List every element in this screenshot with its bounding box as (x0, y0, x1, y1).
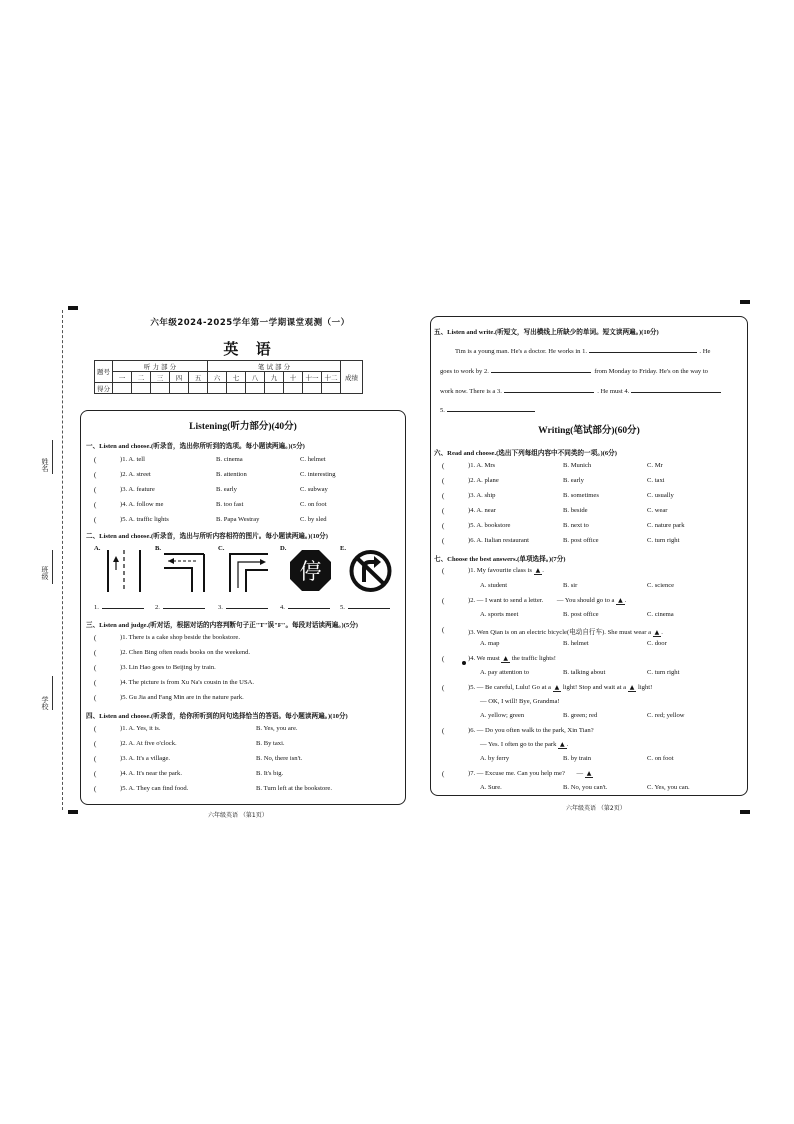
qnum-cell: 七 (227, 372, 246, 383)
no-right-turn-picture (348, 548, 393, 594)
response-option-b: B. By taxi. (256, 740, 285, 747)
score-box[interactable] (151, 383, 170, 394)
option-c: C. Yes, you can. (647, 784, 690, 791)
section-4-heading: 四、Listen and choose.(听录音，给你所听到的问句选择恰当的答语。每小题读两遍。)(10分) (86, 713, 348, 720)
answer-paren[interactable]: ( (94, 501, 97, 509)
question-text: — Yes. I often go to the park (480, 741, 557, 748)
question-option-b: B. cinema (216, 456, 243, 463)
judge-statement: )3. Lin Hao goes to Beijing by train. (120, 664, 216, 671)
registration-mark (68, 306, 78, 310)
answer-blank[interactable] (102, 602, 144, 609)
registration-mark (740, 300, 750, 304)
registration-mark (740, 810, 750, 814)
question-7-6-answer: — Yes. I often go to the park ▲ . (480, 741, 569, 748)
score-table (94, 360, 363, 394)
question-option-c: C. by sled (300, 516, 327, 523)
triangle-blank[interactable]: ▲ (586, 770, 592, 777)
sec5-line-2 (440, 366, 708, 375)
answer-paren[interactable]: ( (442, 567, 445, 575)
writing-header: 笔 试 部 分 (208, 361, 341, 372)
score-box[interactable] (170, 383, 189, 394)
tihao-cell: 题号 (95, 361, 113, 383)
category-option-c: C. Mr (647, 462, 663, 469)
picture-answer-line (94, 602, 144, 611)
answer-paren[interactable]: ( (442, 492, 445, 500)
stop-sign-text: 停 (299, 560, 322, 585)
question-7-3: )3. Wen Qian is on an electric bicycle(电动自行车). She must wear a ▲ . (468, 629, 663, 636)
question-option-b: B. attention (216, 471, 247, 478)
answer-paren[interactable]: ( (94, 770, 97, 778)
answer-paren[interactable]: ( (442, 770, 445, 778)
answer-paren[interactable]: ( (94, 634, 97, 642)
sec5-line-1 (455, 346, 710, 355)
picture-answer-line (155, 602, 205, 611)
option-a: A. yellow; green (480, 712, 525, 719)
score-box[interactable] (113, 383, 132, 394)
answer-paren[interactable]: ( (94, 679, 97, 687)
turn-right-road-picture (226, 548, 271, 594)
exam-title: 六年级2024-2025学年第一学期课堂观测（一） (150, 318, 350, 328)
writing-title: Writing(笔试部分)(60分) (538, 426, 640, 436)
answer-paren[interactable]: ( (94, 486, 97, 494)
question-option-a: )4. A. follow me (120, 501, 164, 508)
score-box[interactable] (227, 383, 246, 394)
category-option-c: C. taxi (647, 477, 665, 484)
sec5-text: 5. (440, 407, 445, 414)
class-line (52, 550, 53, 584)
answer-paren[interactable]: ( (94, 740, 97, 748)
answer-blank[interactable] (163, 602, 205, 609)
section-6-heading: 六、Read and choose.(选出下列每组内容中不同类的一项。)(6分) (434, 450, 617, 457)
sec5-text: . He must 4. (597, 388, 630, 395)
category-option-c: C. wear (647, 507, 668, 514)
judge-statement: )2. Chen Bing often reads books on the weekend. (120, 649, 251, 656)
page-1-footer: 六年级英语 （第1页） (208, 812, 268, 819)
registration-mark (68, 810, 78, 814)
answer-paren[interactable]: ( (442, 655, 445, 663)
name-label: 姓名 (41, 458, 49, 472)
listening-title: Listening(听力部分)(40分) (189, 422, 297, 432)
qnum-cell: 二 (132, 372, 151, 383)
subject-title: 英 语 (223, 340, 277, 358)
triangle-blank[interactable]: ▲ (535, 567, 541, 574)
question-7-4 (468, 655, 556, 662)
answer-blank-2[interactable] (491, 366, 591, 373)
response-option-a: )1. A. Yes, it is. (120, 725, 161, 732)
question-text: )5. — Be careful, Lulu! Go at a (468, 684, 551, 691)
picture-answer-line (340, 602, 390, 611)
answer-blank-4[interactable] (631, 386, 721, 393)
picture-answer-line (280, 602, 330, 611)
option-a: A. by ferry (480, 755, 510, 762)
answer-paren[interactable]: ( (442, 727, 445, 735)
sec5-text: Tim is a young man. He's a doctor. He works in 1. (455, 348, 588, 355)
question-option-a: )3. A. feature (120, 486, 155, 493)
answer-blank-3[interactable] (504, 386, 594, 393)
category-option-a: )1. A. Mrs (468, 462, 496, 469)
question-text: )2. — I want to send a letter. (468, 597, 544, 604)
score-box[interactable] (265, 383, 284, 394)
question-option-c: C. interesting (300, 471, 336, 478)
answer-blank[interactable] (226, 602, 268, 609)
category-option-b: B. post office (563, 537, 599, 544)
sec5-text: . He (699, 348, 711, 355)
question-option-b: B. early (216, 486, 237, 493)
answer-paren[interactable]: ( (442, 537, 445, 545)
pic-label-a: A. (94, 545, 101, 552)
answer-paren[interactable]: ( (94, 785, 97, 793)
sec5-text: work now. There is a 3. (440, 388, 502, 395)
answer-paren[interactable]: ( (442, 462, 445, 470)
answer-paren[interactable]: ( (442, 477, 445, 485)
answer-paren[interactable]: ( (94, 664, 97, 672)
response-option-b: B. Turn left at the bookstore. (256, 785, 333, 792)
question-text: )7. — Excuse me. Can you help me? (468, 770, 565, 777)
response-option-a: )3. A. It's a village. (120, 755, 171, 762)
category-option-b: B. Munich (563, 462, 592, 469)
sec5-text: from Monday to Friday. He's on the way to (594, 368, 708, 375)
question-option-c: C. helmet (300, 456, 326, 463)
answer-paren[interactable]: ( (94, 694, 97, 702)
answer-number: 5. (340, 604, 345, 611)
response-option-b: B. No, there isn't. (256, 755, 303, 762)
option-a: A. map (480, 640, 500, 647)
option-b: B. No, you can't. (563, 784, 608, 791)
dot-mark (462, 661, 466, 665)
triangle-blank[interactable]: ▲ (503, 655, 509, 662)
question-text: — You should go to a (556, 597, 615, 604)
answer-number: 2. (155, 604, 160, 611)
category-option-a: )4. A. near (468, 507, 496, 514)
option-b: B. by train (563, 755, 592, 762)
qnum-cell: 九 (265, 372, 284, 383)
option-a: A. Sure. (480, 784, 502, 791)
question-7-7 (468, 770, 593, 777)
qnum-cell: 一 (113, 372, 132, 383)
qnum-cell: 八 (246, 372, 265, 383)
question-text: )1. My favourite class is (468, 567, 532, 574)
option-c: C. cinema (647, 611, 674, 618)
question-option-c: C. on foot (300, 501, 327, 508)
question-option-a: )5. A. traffic lights (120, 516, 169, 523)
question-text: — OK, I will! Bye, Grandma! (480, 698, 560, 705)
question-text: )3. Wen Qian is on an electric bicycle(电动自行车). She must wear a (468, 629, 652, 636)
category-option-b: B. early (563, 477, 584, 484)
pic-label-b: B. (155, 545, 162, 552)
option-c: C. red; yellow (647, 712, 685, 719)
category-option-b: B. next to (563, 522, 589, 529)
name-line (52, 440, 53, 474)
triangle-blank[interactable]: ▲ (654, 629, 660, 636)
response-option-a: )5. A. They can find food. (120, 785, 189, 792)
option-b: B. sir (563, 582, 578, 589)
answer-number: 1. (94, 604, 99, 611)
answer-blank[interactable] (348, 602, 390, 609)
question-text: the traffic lights! (511, 655, 556, 662)
section-5-heading: 五、Listen and write.(听短文，写出横线上所缺少的单词。短文读两遍。)(10分) (434, 329, 659, 336)
option-b: B. green; red (563, 712, 598, 719)
section-2-heading: 二、Listen and choose.(听录音，选出与所听内容相符的图片。每小题读两遍。)(10分) (86, 533, 328, 540)
answer-paren[interactable]: ( (94, 755, 97, 763)
sec5-line-4 (440, 405, 535, 414)
category-option-c: C. turn right (647, 537, 680, 544)
question-7-6: )6. — Do you often walk to the park, Xin Tian? (468, 727, 594, 734)
question-7-1: )1. My favourite class is ▲ . (468, 567, 544, 574)
score-box[interactable] (284, 383, 303, 394)
school-line (52, 676, 53, 710)
pic-label-e: E. (340, 545, 347, 552)
option-c: C. turn right (647, 669, 680, 676)
answer-blank-1[interactable] (589, 346, 697, 353)
category-option-b: B. sometimes (563, 492, 599, 499)
class-label: 班级 (41, 566, 49, 580)
answer-paren[interactable]: ( (94, 516, 97, 524)
score-box[interactable] (303, 383, 322, 394)
qnum-cell: 十 (284, 372, 303, 383)
section-3-heading: 三、Listen and judge.(听对话，根据对话的内容判断句子正"T"误"F"。每段对话读两遍。)(5分) (86, 622, 358, 629)
category-option-b: B. beside (563, 507, 588, 514)
listening-header: 听 力 部 分 (113, 361, 208, 372)
turn-left-road-picture (162, 548, 207, 594)
score-box[interactable] (189, 383, 208, 394)
answer-paren[interactable]: ( (442, 626, 445, 634)
category-option-a: )5. A. bookstore (468, 522, 511, 529)
question-text: light! (638, 684, 653, 691)
question-option-b: B. too fast (216, 501, 244, 508)
option-a: A. sports meet (480, 611, 519, 618)
option-b: B. talking about (563, 669, 606, 676)
option-c: C. science (647, 582, 675, 589)
response-option-b: B. Yes, you are. (256, 725, 298, 732)
qnum-cell: 六 (208, 372, 227, 383)
option-a: A. pay attention to (480, 669, 530, 676)
option-b: B. helmet (563, 640, 589, 647)
response-option-a: )2. A. At five o'clock. (120, 740, 177, 747)
qnum-cell: 三 (151, 372, 170, 383)
category-option-c: C. usually (647, 492, 674, 499)
triangle-blank[interactable]: ▲ (560, 741, 565, 748)
question-option-b: B. Papa Westray (216, 516, 260, 523)
question-7-2: )2. — I want to send a letter. — You should go to a ▲ . (468, 597, 627, 604)
category-option-c: C. nature park (647, 522, 685, 529)
score-box[interactable] (208, 383, 227, 394)
answer-paren[interactable]: ( (442, 522, 445, 530)
defen-cell: 得分 (95, 383, 113, 394)
option-c: C. door (647, 640, 667, 647)
picture-answer-line (218, 602, 268, 611)
category-option-a: )2. A. plane (468, 477, 499, 484)
qnum-cell: 十二 (322, 372, 341, 383)
question-text: light! Stop and wait at a (562, 684, 627, 691)
page-2-footer: 六年级英语 （第2页） (566, 805, 626, 812)
question-option-c: C. subway (300, 486, 328, 493)
answer-paren[interactable]: ( (94, 649, 97, 657)
triangle-blank[interactable]: ▲ (618, 597, 623, 604)
answer-paren[interactable]: ( (94, 471, 97, 479)
judge-statement: )4. The picture is from Xu Na's cousin in the USA. (120, 679, 255, 686)
question-option-a: )1. A. tell (120, 456, 145, 463)
road-lanes-picture (102, 548, 147, 594)
stop-sign-picture (288, 548, 333, 594)
answer-paren[interactable]: ( (94, 456, 97, 464)
sec5-line-3 (440, 386, 721, 395)
qnum-cell: 五 (189, 372, 208, 383)
judge-statement: )1. There is a cake shop beside the bookstore. (120, 634, 240, 641)
section-7-heading: 七、Choose the best answers.(单项选择。)(7分) (434, 556, 566, 563)
sec5-text: goes to work by 2. (440, 368, 489, 375)
option-a: A. student (480, 582, 508, 589)
question-option-a: )2. A. street (120, 471, 151, 478)
answer-blank-5[interactable] (447, 405, 535, 412)
triangle-blank[interactable]: ▲ (629, 684, 635, 691)
answer-number: 3. (218, 604, 223, 611)
response-option-b: B. It's big. (256, 770, 284, 777)
triangle-blank[interactable]: ▲ (554, 684, 560, 691)
response-option-a: )4. A. It's near the park. (120, 770, 182, 777)
option-c: C. on foot (647, 755, 674, 762)
score-box[interactable] (132, 383, 151, 394)
category-option-a: )3. A. ship (468, 492, 496, 499)
answer-paren[interactable]: ( (442, 684, 445, 692)
answer-number: 4. (280, 604, 285, 611)
answer-blank[interactable] (288, 602, 330, 609)
question-7-5 (468, 684, 652, 691)
option-b: B. post office (563, 611, 599, 618)
qnum-cell: 十一 (303, 372, 322, 383)
question-text: — (576, 770, 584, 777)
question-text: )4. We must (468, 655, 500, 662)
judge-statement: )5. Gu Jia and Fang Min are in the nature park. (120, 694, 244, 701)
section-1-heading: 一、Listen and choose.(听录音，选出你所听到的选项。每小题读两遍。)(5分) (86, 443, 305, 450)
qnum-cell: 四 (170, 372, 189, 383)
score-box[interactable] (246, 383, 265, 394)
school-label: 学校 (41, 696, 49, 710)
chengji-cell: 成绩 (341, 361, 363, 394)
score-box[interactable] (322, 383, 341, 394)
answer-paren[interactable]: ( (94, 725, 97, 733)
answer-paren[interactable]: ( (442, 507, 445, 515)
answer-paren[interactable]: ( (442, 597, 445, 605)
category-option-a: )6. A. Italian restaurant (468, 537, 529, 544)
pic-label-d: D. (280, 545, 287, 552)
pic-label-c: C. (218, 545, 225, 552)
binding-line (62, 310, 63, 810)
